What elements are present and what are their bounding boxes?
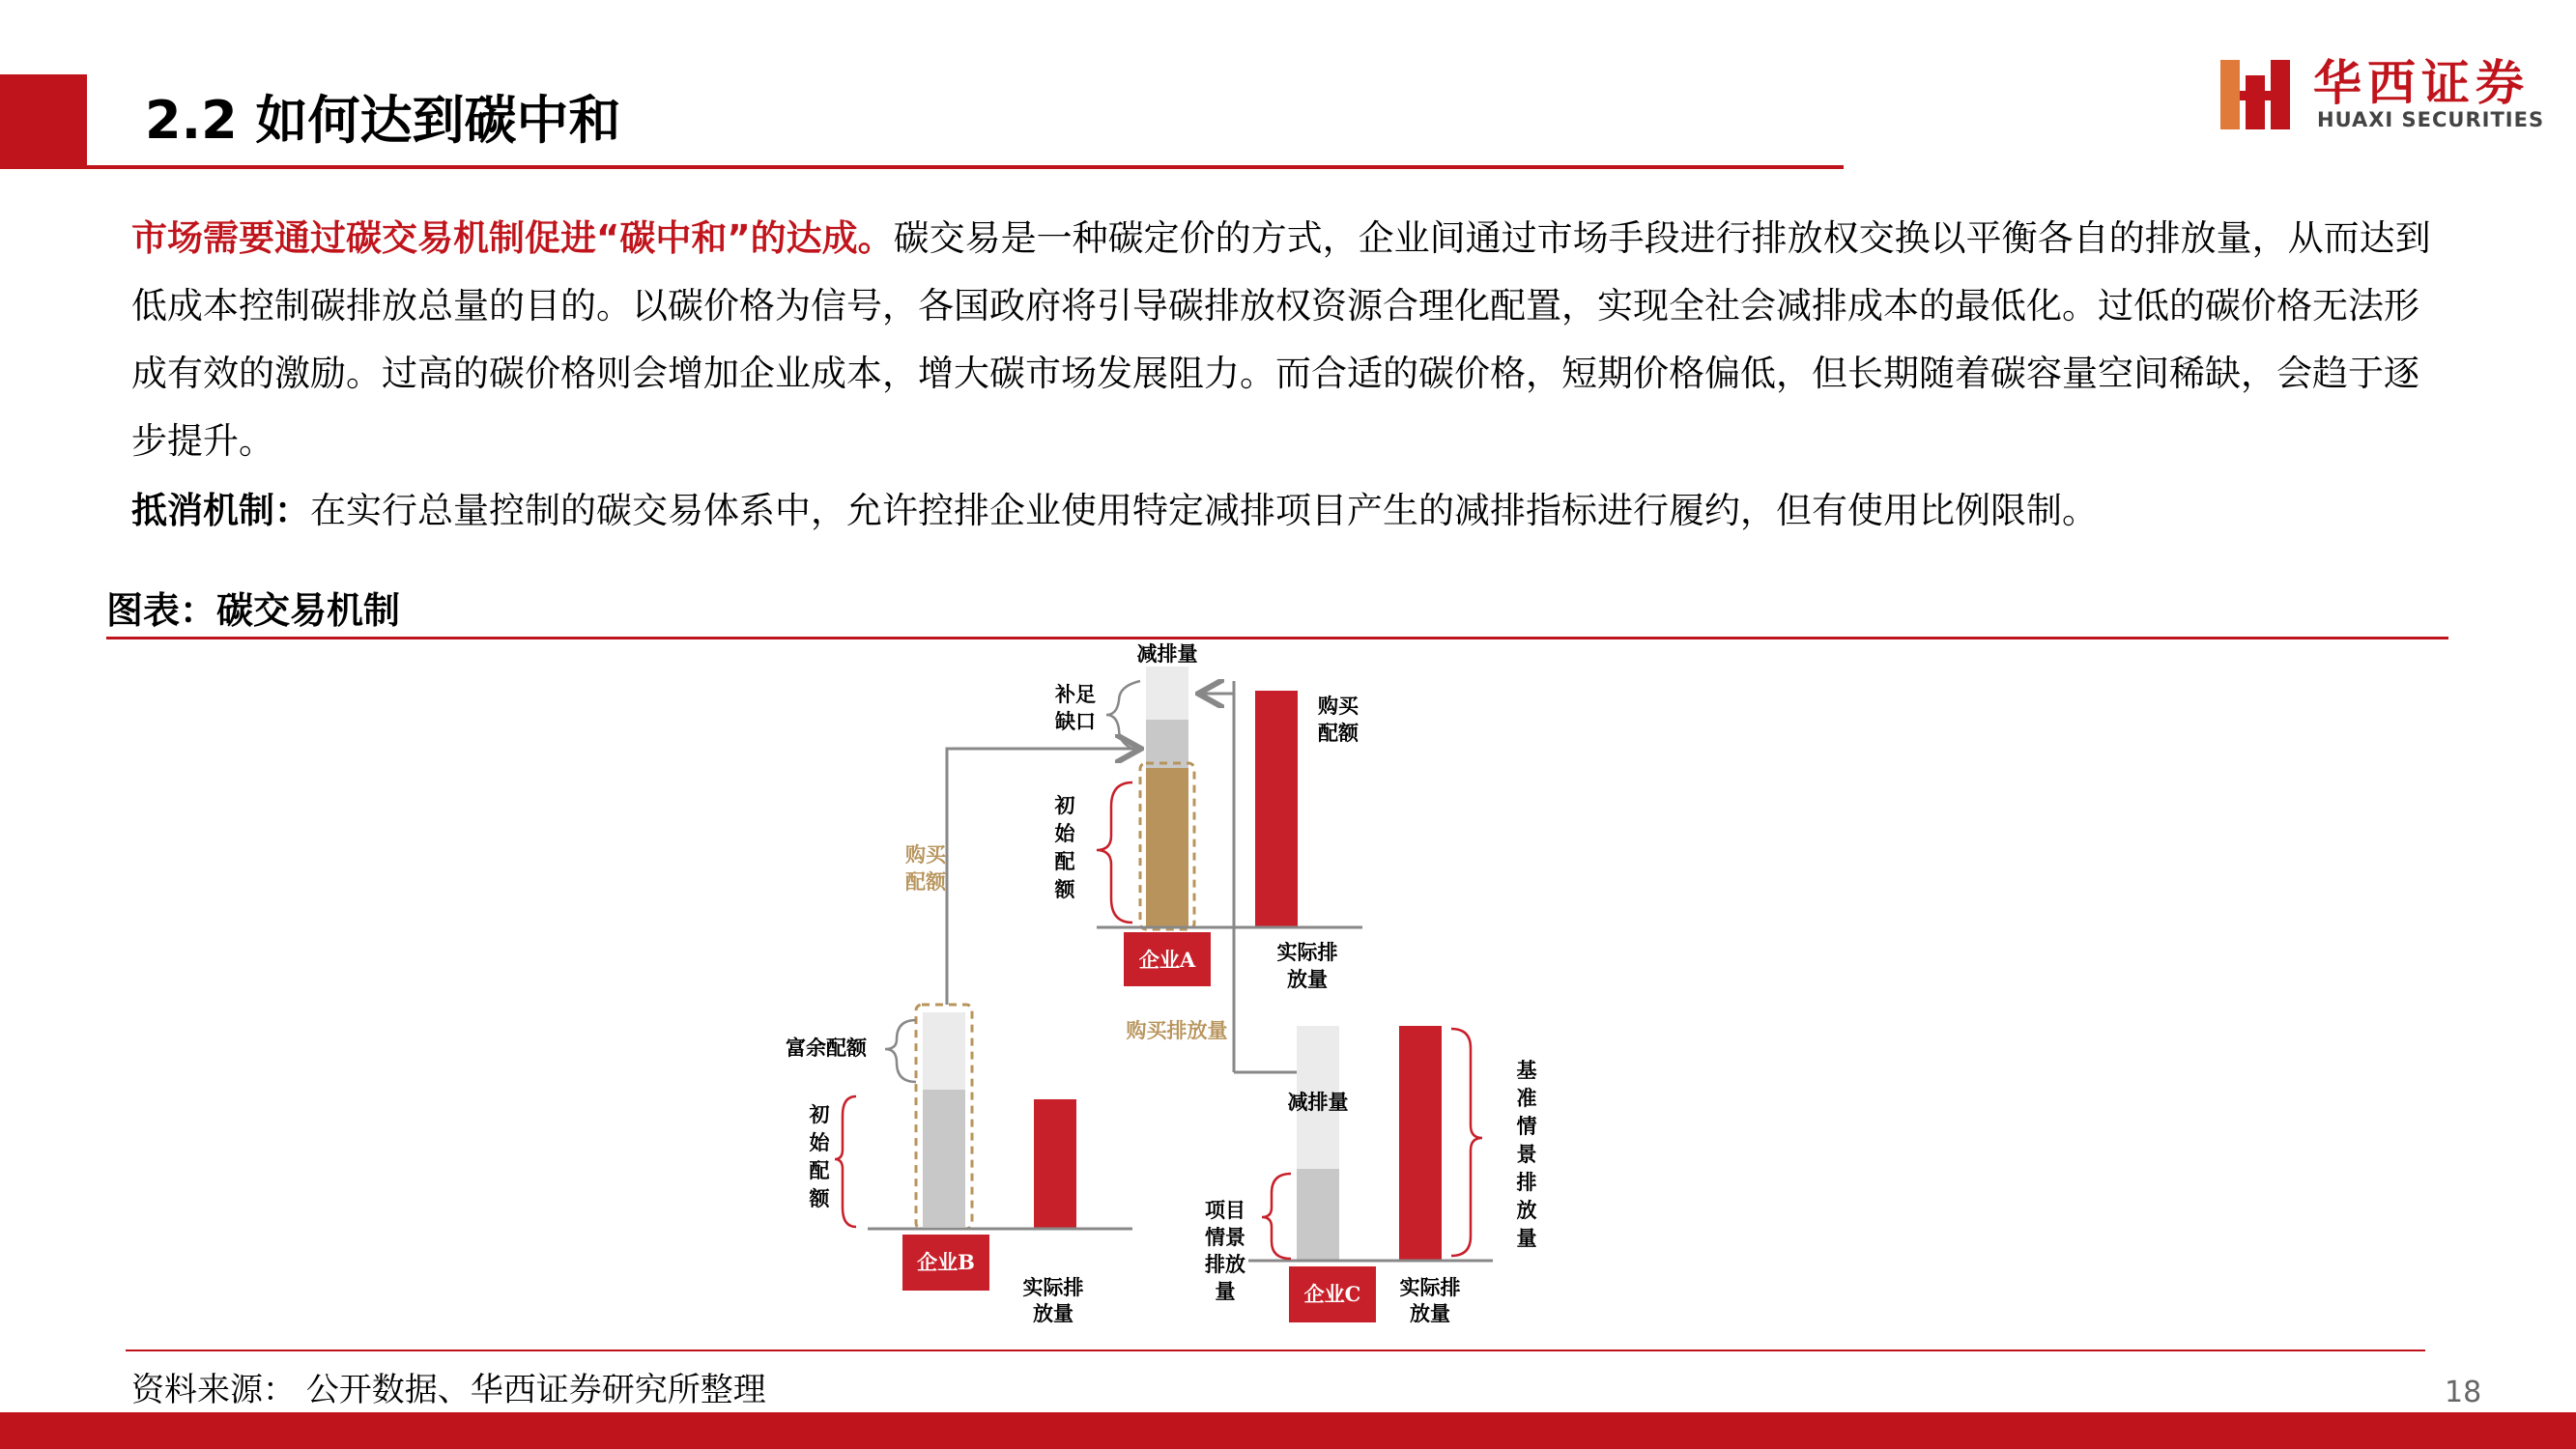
company-c-project-brace — [1262, 1174, 1291, 1259]
company-c-actual-label-1: 实际排 — [1399, 1275, 1461, 1299]
company-a-actual-label-1: 实际排 — [1276, 940, 1338, 964]
company-a-initial-quota-bar — [1146, 768, 1188, 927]
company-c-project-emission-bar — [1297, 1169, 1339, 1261]
huaxi-logo-icon — [2217, 56, 2294, 133]
company-a-gap-block — [1146, 720, 1188, 768]
company-c-baseline-label-2: 准 — [1516, 1086, 1537, 1110]
company-a-actual-label-2: 放量 — [1287, 967, 1328, 991]
company-c-actual-emission-bar — [1399, 1026, 1442, 1261]
company-c-project-label-3: 排放 — [1205, 1252, 1245, 1276]
company-b-surplus-block — [923, 1012, 965, 1090]
company-a-reduction-label: 减排量 — [1136, 641, 1198, 666]
company-a-initial-brace — [1097, 782, 1132, 923]
company-c-project-label-2: 情景 — [1205, 1225, 1245, 1249]
company-b-surplus-brace — [885, 1020, 916, 1082]
company-b-actual-label-1: 实际排 — [1022, 1275, 1084, 1299]
company-c-baseline-label-4: 景 — [1516, 1142, 1537, 1166]
logo-chinese-name: 华西证券 — [2313, 55, 2530, 111]
company-a-initial-label-1: 初 — [1054, 793, 1075, 817]
header-accent-bar — [0, 74, 87, 169]
source-note: 资料来源： 公开数据、华西证券研究所整理 — [131, 1371, 766, 1409]
company-a-fill-gap-label-2: 缺口 — [1055, 709, 1096, 733]
company-b-initial-quota-bar — [923, 1090, 965, 1227]
company-b-label: 企业B — [917, 1250, 975, 1274]
company-c-baseline-brace — [1451, 1029, 1482, 1256]
company-c-project-label-4: 量 — [1215, 1279, 1236, 1303]
paragraph-lead-highlight: 市场需要通过碳交易机制促进“碳中和”的达成。 — [131, 217, 894, 259]
company-a-gap-brace — [1106, 681, 1140, 752]
company-b-initial-label-3: 配 — [809, 1158, 830, 1182]
company-a-initial-label-4: 额 — [1054, 877, 1075, 901]
company-a-buy-quota-label-2: 配额 — [1318, 721, 1359, 745]
company-b-group — [786, 1005, 1132, 1325]
company-a-buy-quota-label-1: 购买 — [1318, 694, 1359, 718]
company-c-reduction-label: 减排量 — [1287, 1090, 1349, 1114]
company-a-initial-label-2: 始 — [1054, 821, 1075, 845]
footer-divider — [126, 1350, 2425, 1351]
company-c-actual-label-2: 放量 — [1410, 1301, 1450, 1325]
company-b-actual-label-2: 放量 — [1033, 1301, 1073, 1325]
arrow-b-to-a — [947, 749, 1138, 1005]
company-c-label: 企业C — [1303, 1282, 1361, 1306]
footer-accent-bar — [0, 1412, 2576, 1449]
paragraph-body: 在实行总量控制的碳交易体系中，允许控排企业使用特定减排项目产生的减排指标进行履约，但有使用比例限制。 — [310, 490, 2098, 531]
buy-emission-label: 购买排放量 — [1126, 1018, 1228, 1042]
arrow-c-to-a — [1201, 681, 1234, 694]
paragraph-body: 碳交易是一种碳定价的方式，企业间通过市场手段进行排放权交换以平衡各自的排放量，从而达到低成本控制碳排放总量的目的。以碳价格为信号，各国政府将引导碳排放权资源合理化配置，实现全社会减排成本的最低化。过低的碳价格无法形成有效的激励。过高的碳价格则会增加企业成本，增大碳市场发展阻力。而合适的碳价格，短期价格偏低，但长期随着碳容量空间稀缺，会趋于逐步提升。 — [131, 217, 2431, 462]
carbon-trading-diagram — [754, 638, 1585, 1343]
company-c-baseline-label-7: 量 — [1516, 1226, 1537, 1250]
company-a-initial-label-3: 配 — [1054, 849, 1075, 873]
company-b-buy-quota-label-2: 配额 — [905, 869, 946, 894]
logo-english-name: HUAXI SECURITIES — [2317, 108, 2545, 131]
company-b-initial-label-2: 始 — [809, 1130, 830, 1154]
company-c-baseline-label-5: 排 — [1516, 1170, 1537, 1194]
company-a-label: 企业A — [1138, 948, 1196, 972]
company-b-initial-label-1: 初 — [809, 1102, 830, 1126]
paragraph-lead-bold: 抵消机制： — [131, 490, 310, 531]
company-c-baseline-label-3: 情 — [1516, 1114, 1537, 1138]
company-c-project-label-1: 项目 — [1205, 1198, 1245, 1222]
company-b-surplus-label: 富余配额 — [786, 1036, 867, 1060]
company-c-baseline-label-1: 基 — [1516, 1058, 1537, 1082]
company-a-fill-gap-label-1: 补足 — [1055, 682, 1096, 706]
company-a-actual-emission-bar — [1255, 691, 1298, 927]
paragraph-carbon-trading — [131, 205, 2450, 475]
page-title: 2.2 如何达到碳中和 — [145, 90, 621, 151]
header-divider — [87, 165, 1844, 169]
company-c-baseline-label-6: 放 — [1516, 1198, 1537, 1222]
figure-caption: 图表：碳交易机制 — [106, 589, 401, 632]
company-b-initial-label-4: 额 — [809, 1186, 830, 1210]
paragraph-offset-mechanism — [131, 477, 2450, 545]
company-b-buy-quota-label-1: 购买 — [905, 842, 946, 867]
company-b-initial-brace — [835, 1096, 856, 1227]
page-number: 18 — [2445, 1376, 2482, 1409]
company-b-actual-emission-bar — [1034, 1099, 1076, 1229]
company-a-reduction-block — [1146, 667, 1188, 720]
